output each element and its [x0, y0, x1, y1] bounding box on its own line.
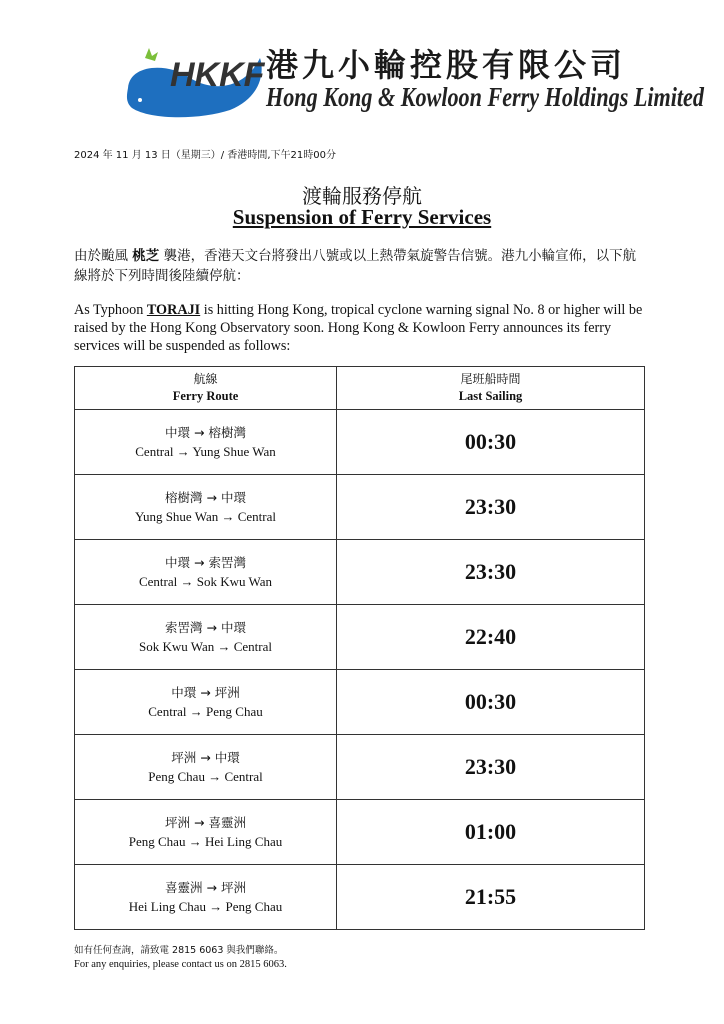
table-row: [75, 540, 645, 605]
typhoon-name-cn: 桃芝: [132, 248, 160, 264]
company-name-en: Hong Kong & Kowloon Ferry Holdings Limited: [266, 82, 704, 112]
table-header-row: [75, 367, 645, 410]
logo-text: HKKF: [170, 56, 265, 94]
title-en: Suspension of Ferry Services: [232, 205, 492, 229]
route-cell: 中環 → 索罟灣 Central → Sok Kwu Wan: [75, 540, 337, 605]
hkkf-whale-logo: [120, 38, 270, 118]
last-sailing-table: [74, 366, 645, 930]
notice-paragraph-cn: 由於颱風 桃芝 襲港，香港天文台將發出八號或以上熱帶氣旋警告信號。港九小輪宣佈，以下航線將於下列時間後陸續停航：: [74, 248, 637, 284]
title-cn: 渡輪服務停航: [302, 184, 422, 208]
last-sailing-time: 01:00: [337, 800, 645, 865]
company-name-cn: 港九小輪控股有限公司: [266, 46, 627, 84]
table-row: [75, 670, 645, 735]
table-row: [75, 605, 645, 670]
route-cell: 喜靈洲 → 坪洲 Hei Ling Chau → Peng Chau: [75, 865, 337, 930]
last-sailing-time: 23:30: [337, 735, 645, 800]
table-row: [75, 800, 645, 865]
route-cell: 坪洲 → 中環 Peng Chau → Central: [75, 735, 337, 800]
table-row: [75, 410, 645, 475]
table-row: [75, 865, 645, 930]
typhoon-name-en: TORAJI: [146, 302, 201, 318]
last-sailing-time: 23:30: [337, 540, 645, 605]
table-row: [75, 735, 645, 800]
route-cell: 中環 → 坪洲 Central → Peng Chau: [75, 670, 337, 735]
date-line: 2024 年 11 月 13 日（星期三）/ 香港時間,下午21時00分: [74, 150, 336, 161]
route-header: 航線 Ferry Route: [75, 367, 337, 410]
time-header: 尾班船時間 Last Sailing: [337, 367, 645, 410]
footer-contact: 如有任何查詢，請致電 2815 6063 與我們聯絡。 For any enquiries, please contact us on 2815 6063.: [74, 945, 287, 970]
route-cell: 坪洲 → 喜靈洲 Peng Chau → Hei Ling Chau: [75, 800, 337, 865]
last-sailing-time: 22:40: [337, 605, 645, 670]
last-sailing-time: 21:55: [337, 865, 645, 930]
route-cell: 中環 → 榕樹灣 Central → Yung Shue Wan: [75, 410, 337, 475]
last-sailing-time: 23:30: [337, 475, 645, 540]
last-sailing-time: 00:30: [337, 410, 645, 475]
last-sailing-time: 00:30: [337, 670, 645, 735]
table-row: [75, 475, 645, 540]
route-cell: 索罟灣 → 中環 Sok Kwu Wan → Central: [75, 605, 337, 670]
route-cell: 榕樹灣 → 中環 Yung Shue Wan → Central: [75, 475, 337, 540]
notice-paragraph-en: As Typhoon TORAJI is hitting Hong Kong, tropical cyclone warning signal No. 8 or higher will be raised by the Hong Kong Observatory soon. Hong Kong & Kowloon Ferry announces its ferry services will be suspended as follows:: [74, 302, 643, 354]
